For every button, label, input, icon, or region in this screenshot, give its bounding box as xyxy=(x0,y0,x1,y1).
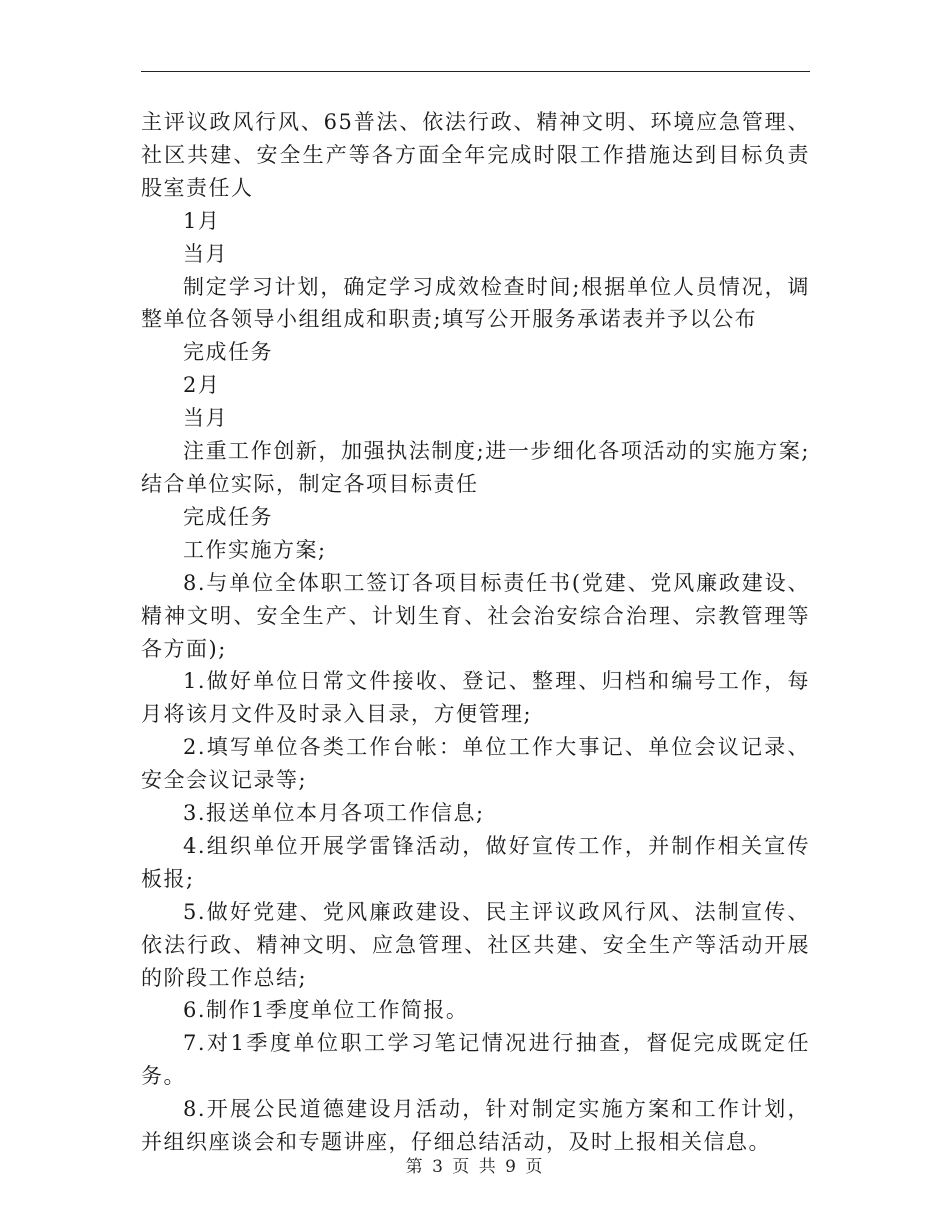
paragraph: 8.与单位全体职工签订各项目标责任书(党建、党风廉政建设、精神文明、安全生产、计划生育、社会治安综合治理、宗教管理等各方面); xyxy=(141,570,810,661)
paragraph: 6.制作1季度单位工作简报。 xyxy=(183,998,469,1023)
document-body xyxy=(141,106,810,1159)
paragraph: 完成任务 xyxy=(183,504,273,529)
paragraph: 7.对1季度单位职工学习笔记情况进行抽查，督促完成既定任务。 xyxy=(141,1031,810,1089)
page-footer: 第 3 页 共 9 页 xyxy=(405,1157,545,1177)
paragraph: 2.填写单位各类工作台帐：单位工作大事记、单位会议记录、安全会议记录等; xyxy=(141,735,810,793)
paragraph: 当月 xyxy=(183,241,228,266)
paragraph: 主评议政风行风、65普法、依法行政、精神文明、环境应急管理、社区共建、安全生产等各方面全年完成时限工作措施达到目标负责股室责任人 xyxy=(141,110,810,200)
paragraph: 1月 xyxy=(183,208,221,233)
paragraph: 完成任务 xyxy=(183,340,273,365)
paragraph: 当月 xyxy=(183,406,228,431)
header-rule xyxy=(141,71,810,72)
paragraph: 5.做好党建、党风廉政建设、民主评议政风行风、法制宣传、依法行政、精神文明、应急管理、社区共建、安全生产等活动开展的阶段工作总结; xyxy=(141,899,810,990)
paragraph: 制定学习计划，确定学习成效检查时间;根据单位人员情况，调整单位各领导小组组成和职责;填写公开服务承诺表并予以公布 xyxy=(141,274,810,332)
paragraph: 工作实施方案; xyxy=(183,537,327,562)
paragraph: 注重工作创新，加强执法制度;进一步细化各项活动的实施方案;结合单位实际，制定各项目标责任 xyxy=(141,439,810,496)
paragraph: 1.做好单位日常文件接收、登记、整理、归档和编号工作，每月将该月文件及时录入目录，方便管理; xyxy=(141,669,810,727)
paragraph: 3.报送单位本月各项工作信息; xyxy=(183,801,485,826)
paragraph: 4.组织单位开展学雷锋活动，做好宣传工作，并制作相关宣传板报; xyxy=(141,833,810,891)
paragraph: 2月 xyxy=(183,373,221,398)
paragraph: 8.开展公民道德建设月活动，针对制定实施方案和工作计划，并组织座谈会和专题讲座，仔细总结活动，及时上报相关信息。 xyxy=(141,1097,810,1155)
